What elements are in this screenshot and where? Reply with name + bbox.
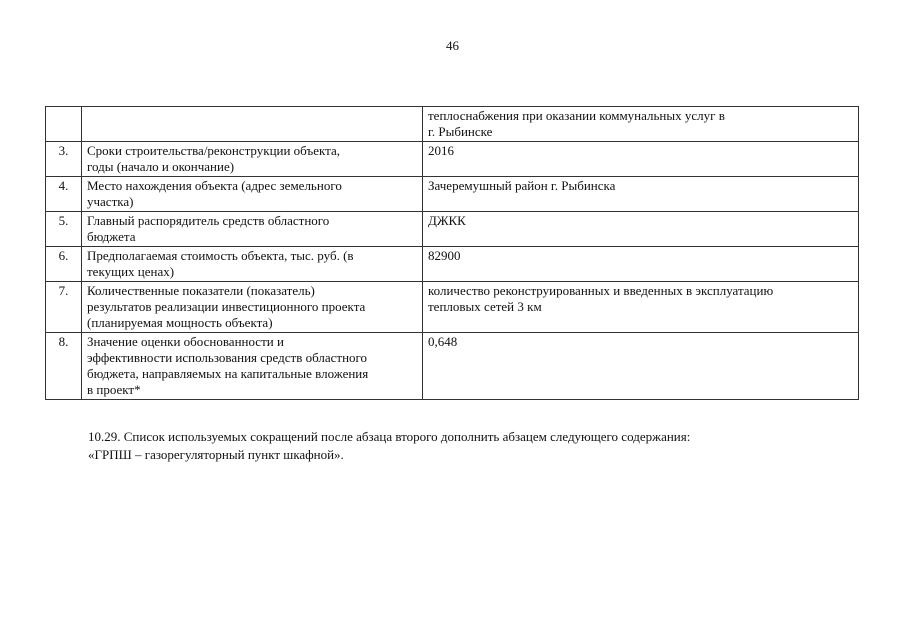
row-number: 8. [46,333,82,400]
project-info-table [45,106,859,400]
amendment-line-2: «ГРПШ – газорегуляторный пункт шкафной». [88,447,344,462]
table-row [46,142,859,177]
row-number: 7. [46,282,82,333]
row-label: Место нахождения объекта (адрес земельного участка) [82,177,423,212]
row-number [46,107,82,142]
amendment-line-1: 10.29. Список используемых сокращений после абзаца второго дополнить абзацем следующего содержания: [88,429,691,444]
row-label: Количественные показатели (показатель) результатов реализации инвестиционного проекта (планируемая мощность объекта) [82,282,423,333]
row-value: 2016 [423,142,859,177]
row-label: Значение оценки обоснованности и эффективности использования средств областного бюджета, направляемых на капитальные вложения в проект* [82,333,423,400]
amendment-paragraph [88,428,848,464]
row-label [82,107,423,142]
table-row [46,107,859,142]
row-value: количество реконструированных и введенных в эксплуатацию тепловых сетей 3 км [423,282,859,333]
row-number: 4. [46,177,82,212]
row-number: 6. [46,247,82,282]
row-value: теплоснабжения при оказании коммунальных услуг в г. Рыбинске [423,107,859,142]
row-label: Главный распорядитель средств областного бюджета [82,212,423,247]
row-value: Зачеремушный район г. Рыбинска [423,177,859,212]
table-row [46,212,859,247]
table-row [46,247,859,282]
row-number: 5. [46,212,82,247]
row-value: 0,648 [423,333,859,400]
page-number: 46 [446,38,459,53]
row-value: 82900 [423,247,859,282]
row-label: Сроки строительства/реконструкции объекта, годы (начало и окончание) [82,142,423,177]
row-value: ДЖКК [423,212,859,247]
row-number: 3. [46,142,82,177]
table-row [46,177,859,212]
table-row [46,282,859,333]
table-row [46,333,859,400]
row-label: Предполагаемая стоимость объекта, тыс. руб. (в текущих ценах) [82,247,423,282]
